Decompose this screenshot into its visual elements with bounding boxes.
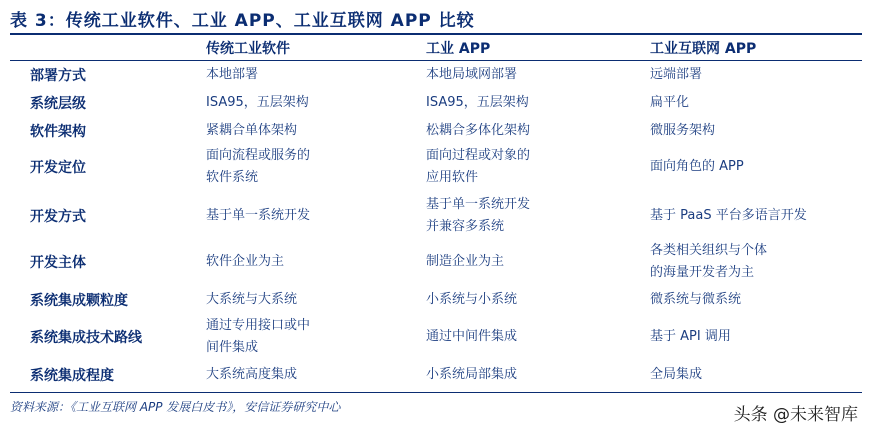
table-cell bbox=[650, 156, 744, 178]
cell-line: 微服务架构 bbox=[650, 123, 716, 138]
table-cell bbox=[206, 315, 310, 359]
cell-line: 软件企业为主 bbox=[206, 254, 285, 269]
table-cell bbox=[650, 289, 741, 311]
cell-line: 大系统与大系统 bbox=[206, 292, 298, 307]
table-cell bbox=[650, 92, 689, 114]
row-label: 开发方式 bbox=[30, 209, 86, 225]
table-cell bbox=[650, 364, 702, 386]
cell-line: 面向过程或对象的 bbox=[426, 148, 531, 163]
row-label: 系统层级 bbox=[30, 96, 86, 112]
table-cell bbox=[426, 120, 530, 142]
cell-line: 基于单一系统开发 bbox=[426, 197, 531, 212]
table-cell bbox=[426, 289, 517, 311]
cell-line: 基于单一系统开发 bbox=[206, 208, 311, 223]
cell-line: 间件集成 bbox=[206, 340, 259, 355]
row-label: 开发主体 bbox=[30, 255, 86, 271]
column-header-traditional-software: 传统工业软件 bbox=[206, 41, 290, 57]
cell-line: 通过中间件集成 bbox=[426, 329, 518, 344]
cell-line: 面向流程或服务的 bbox=[206, 148, 311, 163]
cell-line: 的海量开发者为主 bbox=[650, 265, 755, 280]
cell-line: 通过专用接口或中 bbox=[206, 318, 311, 333]
row-label: 系统集成颗粒度 bbox=[30, 293, 128, 309]
column-header-industrial-app: 工业 APP bbox=[426, 41, 491, 57]
table-cell bbox=[650, 205, 807, 227]
table-cell bbox=[650, 326, 731, 348]
watermark: 头条 @未来智库 bbox=[733, 405, 858, 425]
column-header-industrial-internet-app: 工业互联网 APP bbox=[650, 41, 757, 57]
cell-line: 小系统局部集成 bbox=[426, 367, 518, 382]
cell-line: 并兼容多系统 bbox=[426, 219, 505, 234]
cell-line: 本地部署 bbox=[206, 67, 259, 82]
table-cell bbox=[206, 289, 297, 311]
source-note: 资料来源：《工业互联网 APP 发展白皮书》，安信证券研究中心 bbox=[10, 400, 341, 414]
table-cell bbox=[426, 364, 517, 386]
cell-line: 全局集成 bbox=[650, 367, 703, 382]
cell-line: 软件系统 bbox=[206, 170, 259, 185]
table-cell bbox=[426, 194, 530, 238]
table-cell bbox=[426, 145, 530, 189]
title-divider bbox=[10, 33, 862, 35]
table-cell bbox=[650, 240, 767, 284]
table-cell bbox=[206, 145, 310, 189]
cell-line: 面向角色的 APP bbox=[650, 159, 744, 174]
header-divider bbox=[10, 60, 862, 61]
cell-line: 松耦合多体化架构 bbox=[426, 123, 531, 138]
cell-line: 小系统与小系统 bbox=[426, 292, 518, 307]
cell-line: 本地局域网部署 bbox=[426, 67, 518, 82]
row-label: 软件架构 bbox=[30, 124, 86, 140]
row-label: 部署方式 bbox=[30, 68, 86, 84]
cell-line: 各类相关组织与个体 bbox=[650, 243, 768, 258]
table-cell bbox=[206, 251, 284, 273]
row-label: 系统集成程度 bbox=[30, 368, 114, 384]
table-cell bbox=[206, 64, 258, 86]
cell-line: 扁平化 bbox=[650, 95, 690, 110]
table-cell bbox=[426, 64, 517, 86]
cell-line: 制造企业为主 bbox=[426, 254, 505, 269]
table-cell bbox=[650, 120, 715, 142]
table-cell bbox=[206, 205, 310, 227]
cell-line: 紧耦合单体架构 bbox=[206, 123, 298, 138]
table-cell bbox=[426, 326, 517, 348]
cell-line: 应用软件 bbox=[426, 170, 479, 185]
cell-line: 大系统高度集成 bbox=[206, 367, 298, 382]
cell-line: 基于 PaaS 平台多语言开发 bbox=[650, 208, 807, 223]
table-title: 表 3：传统工业软件、工业 APP、工业互联网 APP 比较 bbox=[10, 11, 475, 31]
table-cell bbox=[650, 64, 702, 86]
table-cell bbox=[426, 251, 504, 273]
cell-line: ISA95，五层架构 bbox=[426, 95, 529, 110]
table-cell bbox=[206, 364, 297, 386]
cell-line: 微系统与微系统 bbox=[650, 292, 742, 307]
row-label: 开发定位 bbox=[30, 160, 86, 176]
table-cell bbox=[206, 92, 309, 114]
cell-line: 基于 API 调用 bbox=[650, 329, 731, 344]
bottom-divider bbox=[10, 392, 862, 393]
cell-line: ISA95，五层架构 bbox=[206, 95, 309, 110]
row-label: 系统集成技术路线 bbox=[30, 330, 142, 346]
cell-line: 远端部署 bbox=[650, 67, 703, 82]
table-cell bbox=[206, 120, 297, 142]
table-cell bbox=[426, 92, 529, 114]
